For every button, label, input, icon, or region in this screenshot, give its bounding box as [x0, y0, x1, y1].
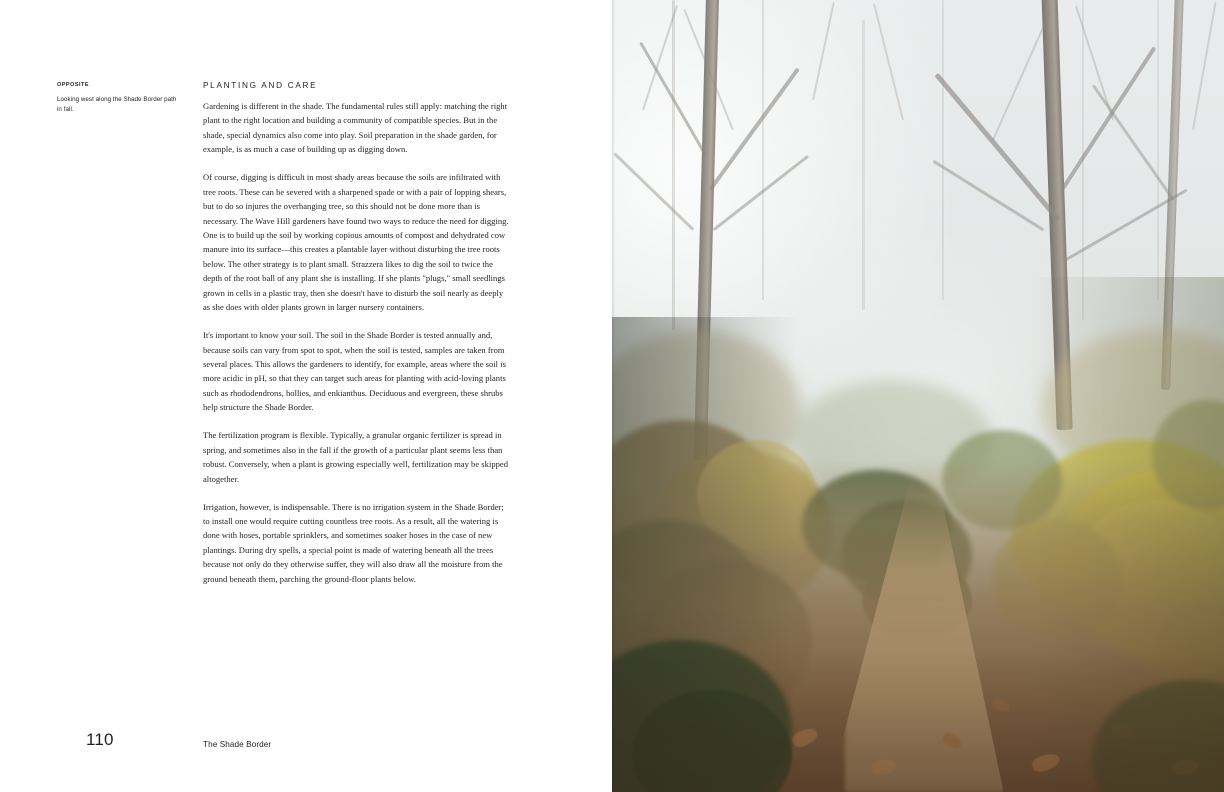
opposite-caption	[57, 82, 177, 114]
body-paragraph: Gardening is different in the shade. The fundamental rules still apply: matching the right plant to the right location and building a community of compatible species. But in the shade, special dynamics also come into play. Soil preparation in the shade garden, for example, is as much a case of building up as digging down.	[203, 101, 508, 155]
woodland-photograph	[612, 0, 1224, 792]
tree-trunk	[672, 0, 675, 330]
running-head: The Shade Border	[203, 740, 272, 749]
right-page	[612, 0, 1224, 792]
photo-vignette-bottom	[612, 649, 1224, 792]
tree-trunk	[1157, 0, 1159, 300]
body-column	[203, 81, 511, 586]
body-paragraph: The fertilization program is flexible. Typically, a granular organic fertilizer is spread in spring, and sometimes also in the fall if the growth of a particular plant seems less than robust. Conversely, when a plant is growing especially well, fertilization may be skipped altogether.	[203, 430, 509, 484]
tree-trunk	[762, 0, 764, 300]
body-paragraph: It's important to know your soil. The soil in the Shade Border is tested annually and, because soils can vary from spot to spot, when the soil is tested, samples are taken from several places. This allows the gardeners to identify, for example, areas where the soil is more acidic in pH, so that they can target such areas for planting with acid-loving plants such as rhododendrons, hollies, and enkianthus. Deciduous and evergreen, these shrubs help structure the Shade Border.	[203, 330, 506, 413]
section-heading: PLANTING AND CARE	[203, 81, 318, 90]
body-paragraph: Of course, digging is difficult in most shady areas because the soils are infiltrated with tree roots. These can be severed with a sharpened spade or with a pair of lopping shears, but to do so injures the overhanging tree, so this should not be done more than is necessary. The Wave Hill gardeners have found two ways to reduce the need for digging. One is to build up the soil by working copious amounts of compost and dehydrated cow manure into its surface—this creates a plantable layer without disturbing the tree roots below. The other strategy is to plant small. Strazzera likes to dig the soil to twice the depth of the root ball of any plant she is installing. If she plants "plugs," small seedlings grown in cells in a plastic tray, then she doesn't have to disturb the soil nearly as deeply as she does with older plants grown in larger nursery containers.	[203, 172, 509, 313]
tree-trunk	[942, 0, 944, 300]
caption-label: OPPOSITE	[57, 82, 90, 88]
caption-text: Looking west along the Shade Border path in fall.	[57, 96, 177, 113]
page-number: 110	[86, 730, 114, 749]
tree-trunk	[862, 20, 865, 310]
body-paragraph: Irrigation, however, is indispensable. There is no irrigation system in the Shade Border; to install one would require cutting countless tree roots. As a result, all the watering is done with hoses, portable sprinklers, and sometimes soaker hoses in the case of new plantings. During dry spells, a special point is made of watering beneath all the trees because not only do they otherwise suffer, they will also draw all the moisture from the ground beneath them, parching the ground-floor plants below.	[203, 501, 504, 584]
